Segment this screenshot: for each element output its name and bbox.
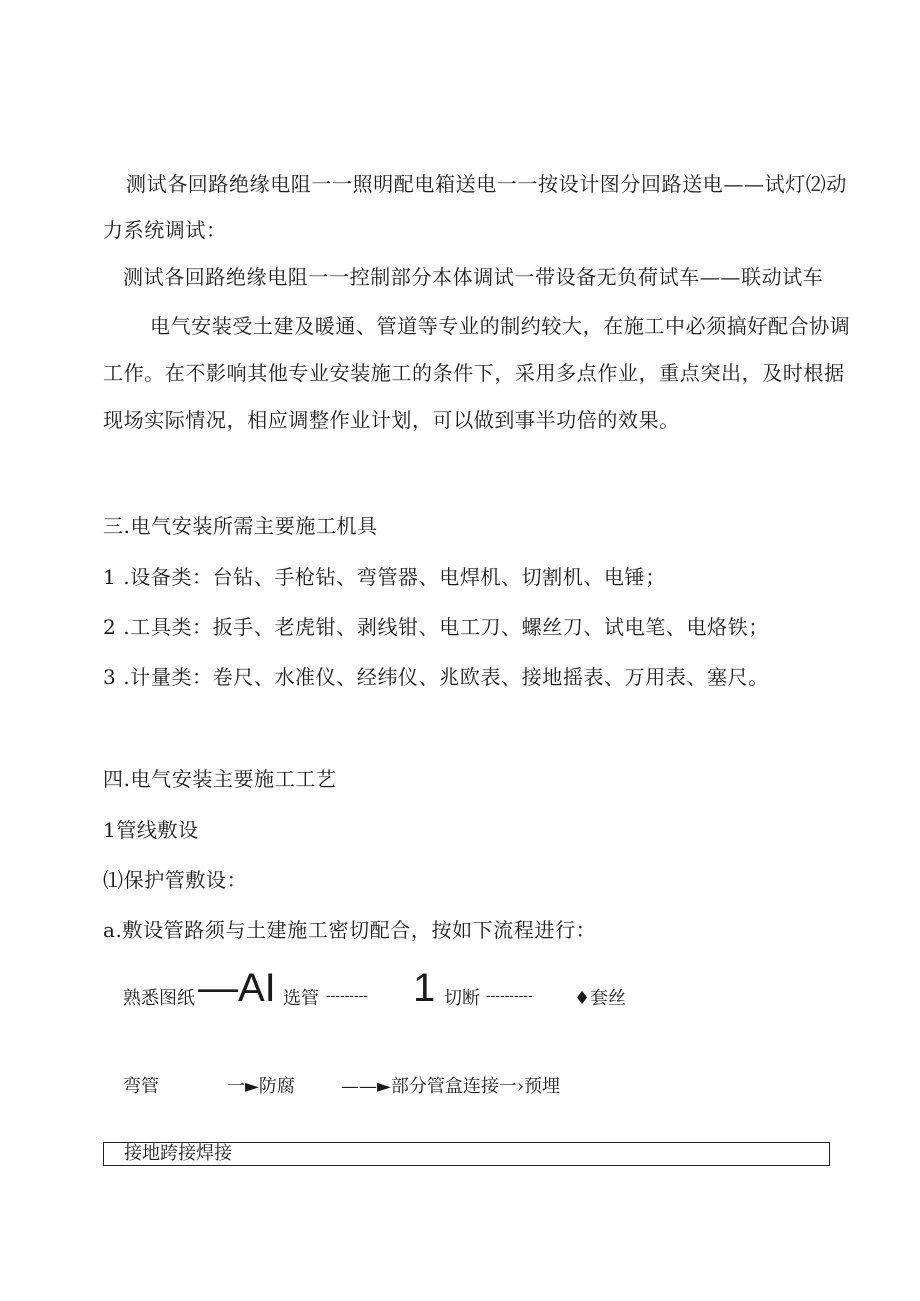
section-4-sub-1: 1管线敷设 <box>103 818 199 842</box>
section-4-heading: 四.电气安装主要施工工艺 <box>103 767 337 791</box>
section-3-item-2: 2 .工具类：扳手、老虎钳、剥线钳、电工刀、螺丝刀、试电笔、电烙铁； <box>103 615 769 639</box>
flow-step-select-pipe: 选管 <box>283 988 319 1009</box>
paragraph-1-line-1: 测试各回路绝缘电阻一一照明配电箱送电一一按设计图分回路送电——试灯⑵动 <box>126 172 847 196</box>
flow-step-cut: 切断 <box>444 988 480 1009</box>
flow-arrow-glyph-2: 1 <box>413 966 436 1010</box>
paragraph-3-line-3: 现场实际情况，相应调整作业计划，可以做到事半功倍的效果。 <box>103 408 680 432</box>
paragraph-3-line-1: 电气安装受土建及暖通、管道等专业的制约较大，在施工中必须搞好配合协调 <box>150 314 851 338</box>
flow-step-grounding-weld: 接地跨接焊接 <box>124 1143 232 1164</box>
flow-step-drawings: 熟悉图纸 <box>123 988 195 1009</box>
section-3-item-3: 3 .计量类：卷尺、水准仪、经纬仪、兆欧表、接地摇表、万用表、塞尺。 <box>103 665 769 689</box>
paragraph-2: 测试各回路绝缘电阻一一控制部分本体调试一带设备无负荷试车——联动试车 <box>123 265 824 289</box>
paragraph-3-line-2: 工作。在不影响其他专业安装施工的条件下，采用多点作业，重点突出，及时根据 <box>103 361 845 385</box>
flow-box <box>103 1142 830 1166</box>
flow-dash-1: --------- <box>326 987 368 1003</box>
flow-step-anticorrosion: 一►防腐 <box>227 1076 295 1097</box>
flow-arrow-glyph-1: —AI <box>198 966 276 1010</box>
section-3-item-1: 1 .设备类：台钻、手枪钻、弯管器、电焊机、切割机、电锤； <box>103 565 666 589</box>
flow-step-box-connect: ——►部分管盒连接一›预埋 <box>341 1076 561 1097</box>
section-4-sub-3: a.敷设管路须与土建施工密切配合，按如下流程进行： <box>103 918 597 942</box>
section-4-sub-2: ⑴保护管敷设： <box>103 868 248 892</box>
section-3-heading: 三.电气安装所需主要施工机具 <box>103 514 378 538</box>
flow-step-bend: 弯管 <box>123 1076 159 1097</box>
paragraph-1-line-2: 力系统调试： <box>103 218 227 242</box>
flow-step-thread: ♦套丝 <box>574 988 627 1009</box>
flow-dash-2: ---------- <box>486 987 533 1003</box>
